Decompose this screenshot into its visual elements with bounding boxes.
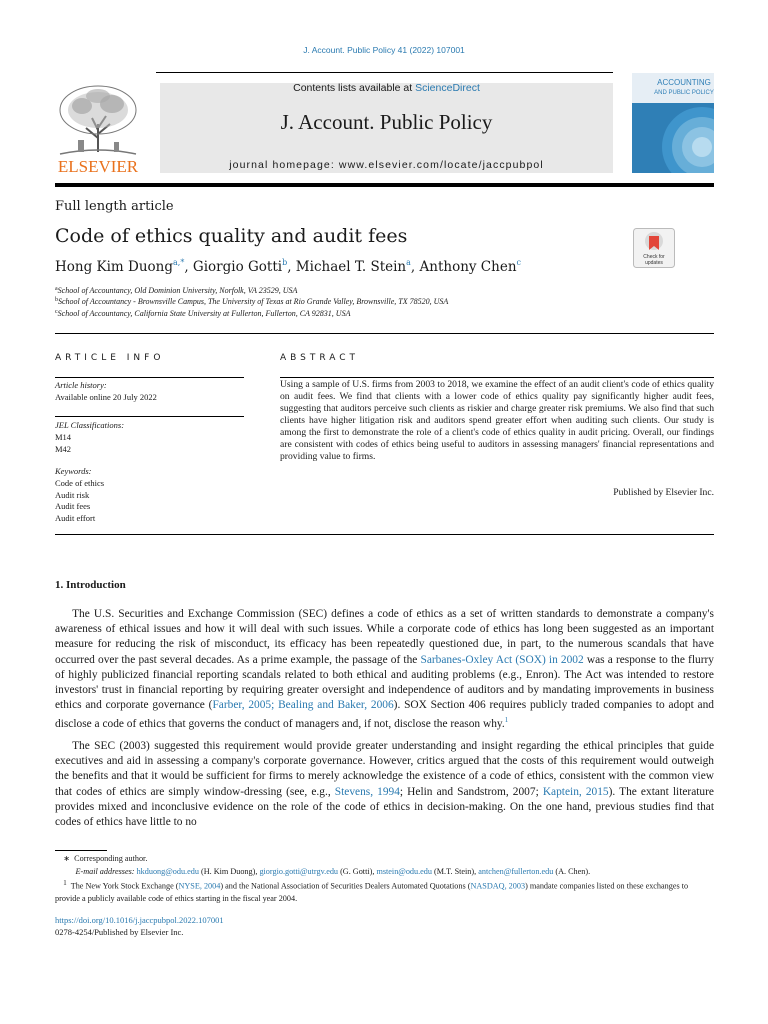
abstract-heading: ABSTRACT [280,353,360,363]
paragraph-text: The SEC (2003) suggested this requirement would provide greater understanding and insight regarding the ethical principles that guide executives and aid in assessing a company's corporate governance. However, critics argued that the costs of this requirement would outweigh the benefits and that it would be sufficient for firms to merely acknowledge the existence of a code of ethics, consistent with the common view that codes of ethics are simply window-dressing (see, e.g., [55,740,714,798]
header-rule [156,72,613,73]
footnote-text: ) mandate companies listed on these exchanges to provide a publicly available code of ethics starting in the fiscal year 2004. [55,881,689,903]
contents-prefix: Contents lists available at [293,82,416,94]
header-thick-rule [55,183,714,187]
author-list: Hong Kim Duong$^{a,*}$, Giorgio Gotti$^b$, Michael T. Stein$^a$, Anthony Chen$^c$ [55,258,521,275]
email-link[interactable]: mstein@odu.edu [376,867,432,876]
abstract-rule [280,377,714,378]
article-info-rule [55,377,244,378]
section-rule [55,534,714,535]
paragraph-text: ; Helin and Sandstrom, 2007; [399,785,543,798]
journal-citation[interactable]: J. Account. Public Policy 41 (2022) 107001 [303,45,465,55]
author-affiliation-ref[interactable]: a [406,258,411,267]
elsevier-tree-icon [52,80,144,176]
reference-link[interactable]: Stevens, 1994 [334,785,400,798]
author-name: Hong Kim Duong [55,259,174,275]
article-history [55,380,157,404]
check-for-updates-button[interactable] [633,228,675,268]
affiliation-marker: a [55,286,58,292]
footnote-marker: 1 [63,880,67,887]
email-owner: (H. Kim Duong), [198,867,260,876]
jel-label: JEL Classifications: [55,420,125,430]
journal-homepage[interactable]: journal homepage: www.elsevier.com/locate/jaccpubpol [229,159,544,171]
email-link[interactable]: antchen@fullerton.edu [478,867,554,876]
crossmark-label-1: Check for [643,254,665,260]
affiliation-text: School of Accountancy - Brownsville Campus, The University of Texas at Rio Grande Valley, Brownsville, TX 78520, USA [58,297,449,306]
keyword: Audit fees [55,501,91,512]
crossmark-label-2: updates [645,260,663,266]
reference-link[interactable]: NYSE, 2004 [178,881,221,891]
body-paragraph [55,739,714,830]
journal-cover[interactable] [632,73,714,173]
journal-cover-image [632,73,714,173]
reference-link[interactable]: Sarbanes-Oxley Act (SOX) in 2002 [420,653,584,666]
jel-classifications [55,420,124,455]
affiliation [55,286,297,295]
author-name: Michael T. Stein [295,259,407,275]
contents-line [160,82,613,94]
affiliation-marker: b [55,297,58,303]
paragraph-text: The U.S. Securities and Exchange Commission (SEC) defines a code of ethics as a set of written standards to demonstrate a company's awareness of ethical issues and how it will deal with such issues. While a corporate code of ethics has long been suggested as an important measure for reducing the risk of misconduct, its efficacy has been repeatedly questioned due, in part, to the numerous scandals that have occurred over the past several decades. As a prime example, the passage of the [55,608,714,666]
section-rule [55,333,714,334]
article-info-rule [55,416,244,417]
doi-link[interactable]: https://doi.org/10.1016/j.jaccpubpol.2022.107001 [55,915,224,925]
footnote-text: ) and the National Association of Securities Dealers Automated Quotations ( [220,881,471,891]
author-affiliation-ref[interactable]: a,* [173,258,185,267]
footnote-ref[interactable]: 1 [504,716,509,725]
paragraph-text: was a response to the flurry of highly publicized financial reporting scandals related to both ethical and auditing problems (e.g., Enron). The Act was intended to restore investors' trust in financial reporting by requiring greater oversight and independence of auditors and by mandating improvements in business ethics and corporate governance ( [55,653,714,712]
author-name: Giorgio Gotti [192,259,283,275]
email-addresses [55,866,714,878]
affiliation-marker: c [55,309,58,315]
reference-link[interactable]: Farber, 2005; Bealing and Baker, 2006 [212,699,394,712]
issn-line: 0278-4254/Published by Elsevier Inc. [55,927,184,937]
svg-text:ELSEVIER: ELSEVIER [57,157,139,176]
published-by: Published by Elsevier Inc. [613,487,714,498]
email-link[interactable]: hkduong@odu.edu [136,867,199,876]
author-affiliation-ref[interactable]: b [282,258,288,267]
sciencedirect-link[interactable]: ScienceDirect [415,82,480,94]
article-info-heading: ARTICLE INFO [55,353,165,363]
email-label: E-mail addresses: [75,867,135,876]
email-owner: (M.T. Stein), [431,867,479,876]
corresponding-author-note: ∗ Corresponding author. [55,854,148,863]
affiliation [55,309,350,318]
email-owner: (A. Chen). [553,867,591,876]
article-type: Full length article [55,199,174,214]
affiliation-text: School of Accountancy, Old Dominion University, Norfolk, VA 23529, USA [57,286,298,295]
history-value: Available online 20 July 2022 [55,391,157,402]
reference-link[interactable]: Kaptein, 2015 [542,785,609,798]
elsevier-logo[interactable] [52,80,144,176]
author-affiliation-ref[interactable]: c [516,258,521,267]
history-label: Article history: [55,380,107,390]
crossmark-icon [633,228,675,268]
cover-title-1: ACCOUNTING [657,78,711,87]
body-paragraph [55,607,714,733]
journal-title: J. Account. Public Policy [280,110,493,134]
footnote-text: The New York Stock Exchange ( [70,881,179,891]
keywords-label: Keywords: [55,466,92,476]
footnote-1 [55,878,714,905]
paragraph-text: ). The extant literature provides mixed and inconclusive evidence on the role of the code of ethics in decision-making. On the one hand, previous studies find that codes of ethics have little to no [55,785,714,829]
section-heading: 1. Introduction [55,579,126,591]
keyword: Audit effort [55,513,96,524]
paragraph-text: ). SOX Section 406 requires publicly traded companies to adopt and disclose a code of ethics that governs the conduct of managers and, if not, disclose the reason why. [55,699,714,731]
affiliation [55,297,448,306]
jel-code: M14 [55,431,72,442]
reference-link[interactable]: NASDAQ, 2003 [470,881,526,891]
keyword: Code of ethics [55,477,105,488]
jel-code: M42 [55,443,72,454]
abstract-text: Using a sample of U.S. firms from 2003 to 2018, we examine the effect of an audit client's code of ethics quality on audit fees. We find that clients with a lower code of ethics quality pay significantly higher audit fees, suggesting that auditors perceive such clients as riskier and charge greater risk premiums. We also find that such clients have higher litigation risk and auditors spend greater effort when auditing such clients. Our study is among the first to demonstrate the role of a client's code of ethics quality in audit pricing. Overall, our findings are consistent with codes of ethics being useful to auditors in assessing managers' financial representations and providing value to firms. [280,379,714,462]
email-owner: (G. Gotti), [338,867,377,876]
keywords [55,466,104,525]
article-title: Code of ethics quality and audit fees [55,225,408,247]
footnote-text: Corresponding author. [74,854,148,863]
footnote-rule [55,850,107,851]
cover-title-2: AND PUBLIC POLICY [654,90,714,96]
keyword: Audit risk [55,489,90,500]
author-name: Anthony Chen [419,259,517,275]
affiliation-text: School of Accountancy, California State University at Fullerton, Fullerton, CA 92831, USA [57,309,351,318]
email-link[interactable]: giorgio.gotti@utrgv.edu [259,867,339,876]
